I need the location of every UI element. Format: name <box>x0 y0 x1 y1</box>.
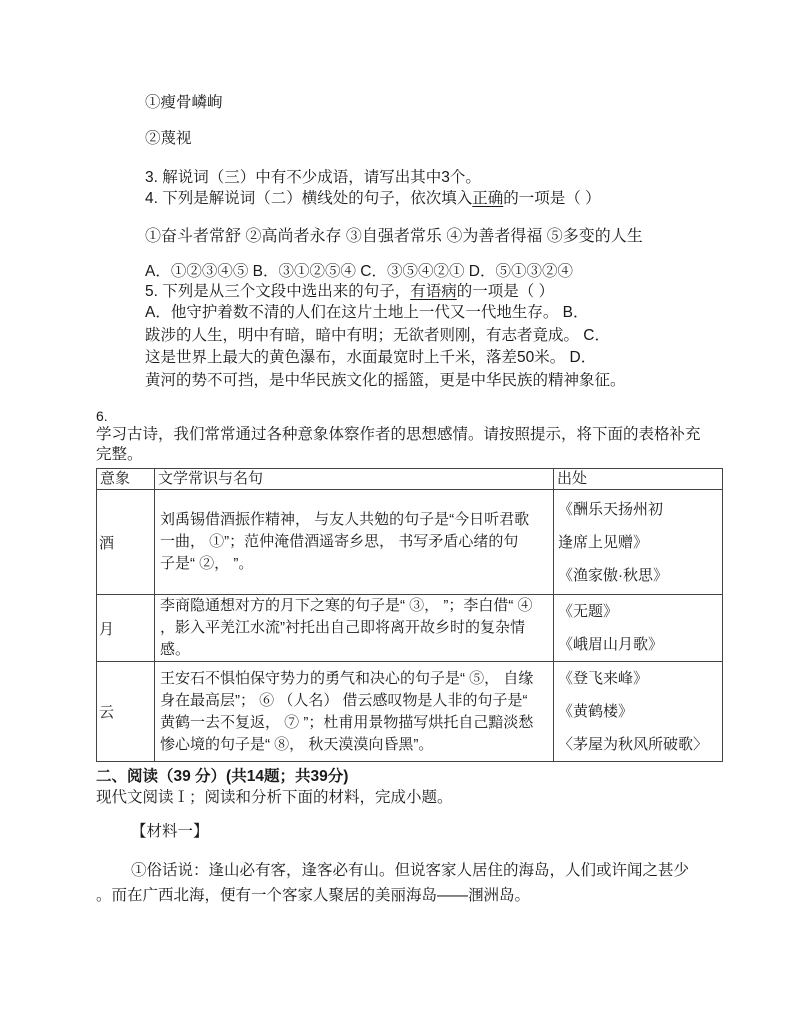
question-6-prompt-line: 学习古诗，我们常常通过各种意象体察作者的思想感情。请按照提示，将下面的表格补充 <box>96 426 701 443</box>
table-header-source: 出处 <box>554 469 723 490</box>
source-cell <box>554 490 723 595</box>
question-5-option-line: A．他守护着数不清的人们在这片土地上一代又一代地生存。 B． <box>145 304 589 321</box>
quote-line: 身在最高层”； ⑥ （人名） 借云感叹物是人非的句子是“ <box>160 691 528 709</box>
source-title: 《渔家傲·秋思》 <box>558 566 668 584</box>
question-4-emphasis: 正确 <box>472 190 504 207</box>
question-4-stem <box>145 188 601 210</box>
table-header-imagery: 意象 <box>97 469 155 490</box>
section-2-instruction: 现代文阅读Ⅰ；阅读和分析下面的材料，完成小题。 <box>96 789 453 806</box>
question-4-stem-after: 的一项是（ ） <box>503 190 601 207</box>
source-title: 〈茅屋为秋风所破歌〉 <box>558 736 709 753</box>
imagery-table <box>96 468 723 762</box>
quote-line: 李商隐通想对方的月下之寒的句子是“ ③， ”；李白借“ ④ <box>160 597 533 614</box>
question-4-sentences: ①奋斗者常舒 ②高尚者永存 ③自强者常乐 ④为善者得福 ⑤多变的人生 <box>145 228 643 245</box>
quote-cell <box>155 595 554 662</box>
source-cell <box>554 662 723 762</box>
quote-line: 黄鹤一去不复返， ⑦ ”；杜甫用景物描写烘托自己黯淡愁 <box>160 713 534 731</box>
source-cell <box>554 595 723 662</box>
question-5-option-line: 黄河的势不可挡，是中华民族文化的摇篮，更是中华民族的精神象征。 <box>145 372 626 389</box>
section-2-title: 二、阅读（39 分）(共14题；共39分) <box>96 768 349 785</box>
table-row-moon <box>97 595 723 662</box>
source-title: 《酬乐天扬州初逢席上见赠》 <box>558 500 664 551</box>
question-5-option-line: 这是世界上最大的黄色瀑布，水面最宽时上千米，落差50米。 D． <box>145 349 597 366</box>
quote-line: 一曲， ①”；范仲淹借酒遥寄乡思， 书写矛盾心绪的句 <box>160 533 519 550</box>
imagery-cell: 月 <box>97 595 155 662</box>
question-5-emphasis: 有语病 <box>410 283 457 300</box>
term-item-1: ①瘦骨嶙峋 <box>145 94 223 111</box>
question-5-stem <box>145 281 554 303</box>
material-paragraph-line: ①俗话说：逢山必有客，逢客必有山。但说客家人居住的海岛，人们或许闻之甚少 <box>131 862 690 879</box>
source-title: 《无题》 <box>558 603 619 620</box>
quote-line: 感。 <box>160 641 191 658</box>
source-title: 《峨眉山月歌》 <box>558 636 664 653</box>
quote-line: 王安石不惧怕保守势力的勇气和决心的句子是“ ⑤， 自缘 <box>160 669 534 687</box>
question-5-stem-after: 的一项是（ ） <box>456 283 555 300</box>
quote-cell <box>155 490 554 595</box>
question-6-prompt-line: 完整。 <box>96 446 143 463</box>
question-5-stem-before: 5. 下列是从三个文段中选出来的句子， <box>145 283 411 300</box>
quote-cell <box>155 662 554 762</box>
question-4-options: A．①②③④⑤ B．③①②⑤④ C．③⑤④②① D．⑤①③②④ <box>145 263 573 280</box>
material-label: 【材料一】 <box>131 823 209 840</box>
quote-line: 惨心境的句子是“ ⑧， 秋天漠漠向昏黑”。 <box>160 735 434 753</box>
question-5-option-line: 跋涉的人生，明中有暗，暗中有明；无欲者则刚，有志者竟成。 C． <box>145 327 611 344</box>
source-title: 《黄鹤楼》 <box>558 703 634 720</box>
quote-line: ，影入平羌江水流”衬托出自己即将离开故乡时的复杂情 <box>160 619 525 636</box>
question-4-stem-before: 4. 下列是解说词（二）横线处的句子，依次填入 <box>145 190 473 207</box>
imagery-cell: 酒 <box>97 490 155 595</box>
table-header-quotes: 文学常识与名句 <box>155 469 554 490</box>
imagery-cell: 云 <box>97 662 155 762</box>
term-item-2: ②蔑视 <box>145 130 192 147</box>
table-row-cloud <box>97 662 723 762</box>
question-6-number: 6. <box>96 408 108 424</box>
quote-line: 刘禹锡借酒振作精神， 与友人共勉的句子是“今日听君歌 <box>160 511 530 528</box>
material-paragraph-line: 。而在广西北海，便有一个客家人聚居的美丽海岛——涠洲岛。 <box>96 887 531 904</box>
question-3: 3. 解说词（三）中有不少成语，请写出其中3个。 <box>145 169 481 186</box>
table-header-row <box>97 469 723 490</box>
table-row-wine <box>97 490 723 595</box>
quote-line: 子是“ ②， ”。 <box>160 555 254 572</box>
source-title: 《登飞来峰》 <box>558 670 649 687</box>
